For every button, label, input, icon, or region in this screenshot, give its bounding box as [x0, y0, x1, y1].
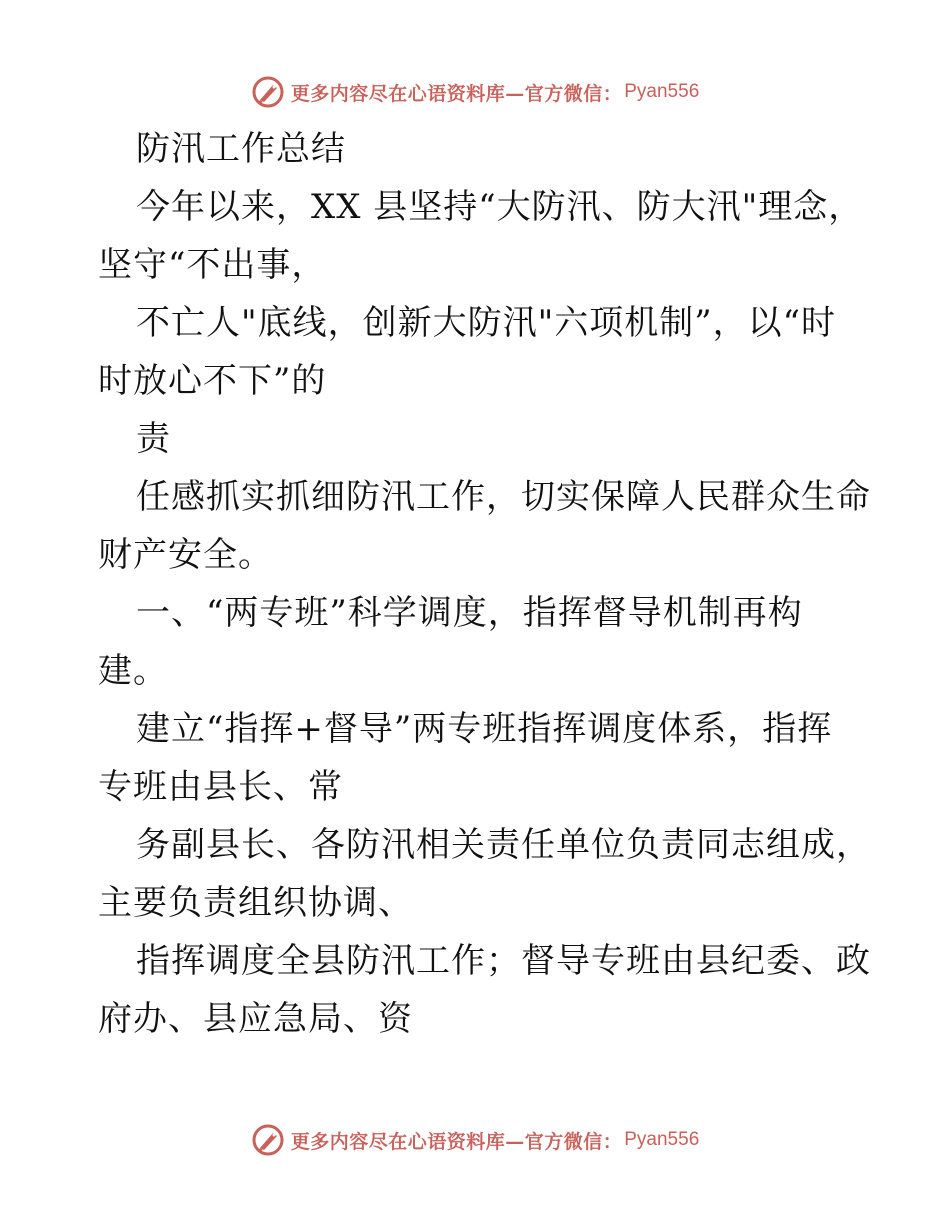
banner-wechat-id: Pyan556: [624, 81, 700, 102]
paragraph-line: 财产安全。: [98, 535, 273, 575]
paragraph-line: 府办、县应急局、资: [98, 999, 413, 1039]
paragraph-line: 务副县长、各防汛相关责任单位负责同志组成，: [136, 825, 871, 865]
paragraph-line: 专班由县长、常: [98, 767, 343, 807]
footer-banner: [0, 1120, 950, 1160]
banner-text: 更多内容尽在心语资料库—官方微信：: [290, 82, 623, 105]
paragraph-line: 时放心不下”的: [98, 361, 327, 401]
section-heading-continuation: 建。: [98, 651, 168, 691]
pen-nib-logo-icon: [251, 1123, 285, 1157]
paragraph-line: 不亡人"底线，创新大防汛"六项机制”，以“时: [136, 303, 837, 343]
document-body: [98, 120, 871, 1048]
section-heading: 一、“两专班”科学调度，指挥督导机制再构: [136, 593, 803, 633]
header-banner: [0, 72, 950, 112]
paragraph-line: 主要负责组织协调、: [98, 883, 413, 923]
paragraph-line: 责: [136, 419, 171, 459]
banner-wechat-id: Pyan556: [624, 1129, 700, 1150]
pen-nib-logo-icon: [251, 75, 285, 109]
paragraph-line: 坚守“不出事，: [98, 245, 327, 285]
paragraph-line: 建立“指挥+督导”两专班指挥调度体系，指挥: [136, 709, 833, 749]
document-title: 防汛工作总结: [136, 129, 346, 169]
paragraph-line: 今年以来，XX 县坚持“大防汛、防大汛"理念，: [136, 187, 864, 227]
banner-text: 更多内容尽在心语资料库—官方微信：: [290, 1130, 623, 1153]
paragraph-line: 指挥调度全县防汛工作；督导专班由县纪委、政: [136, 941, 871, 981]
paragraph-line: 任感抓实抓细防汛工作，切实保障人民群众生命: [136, 477, 871, 517]
